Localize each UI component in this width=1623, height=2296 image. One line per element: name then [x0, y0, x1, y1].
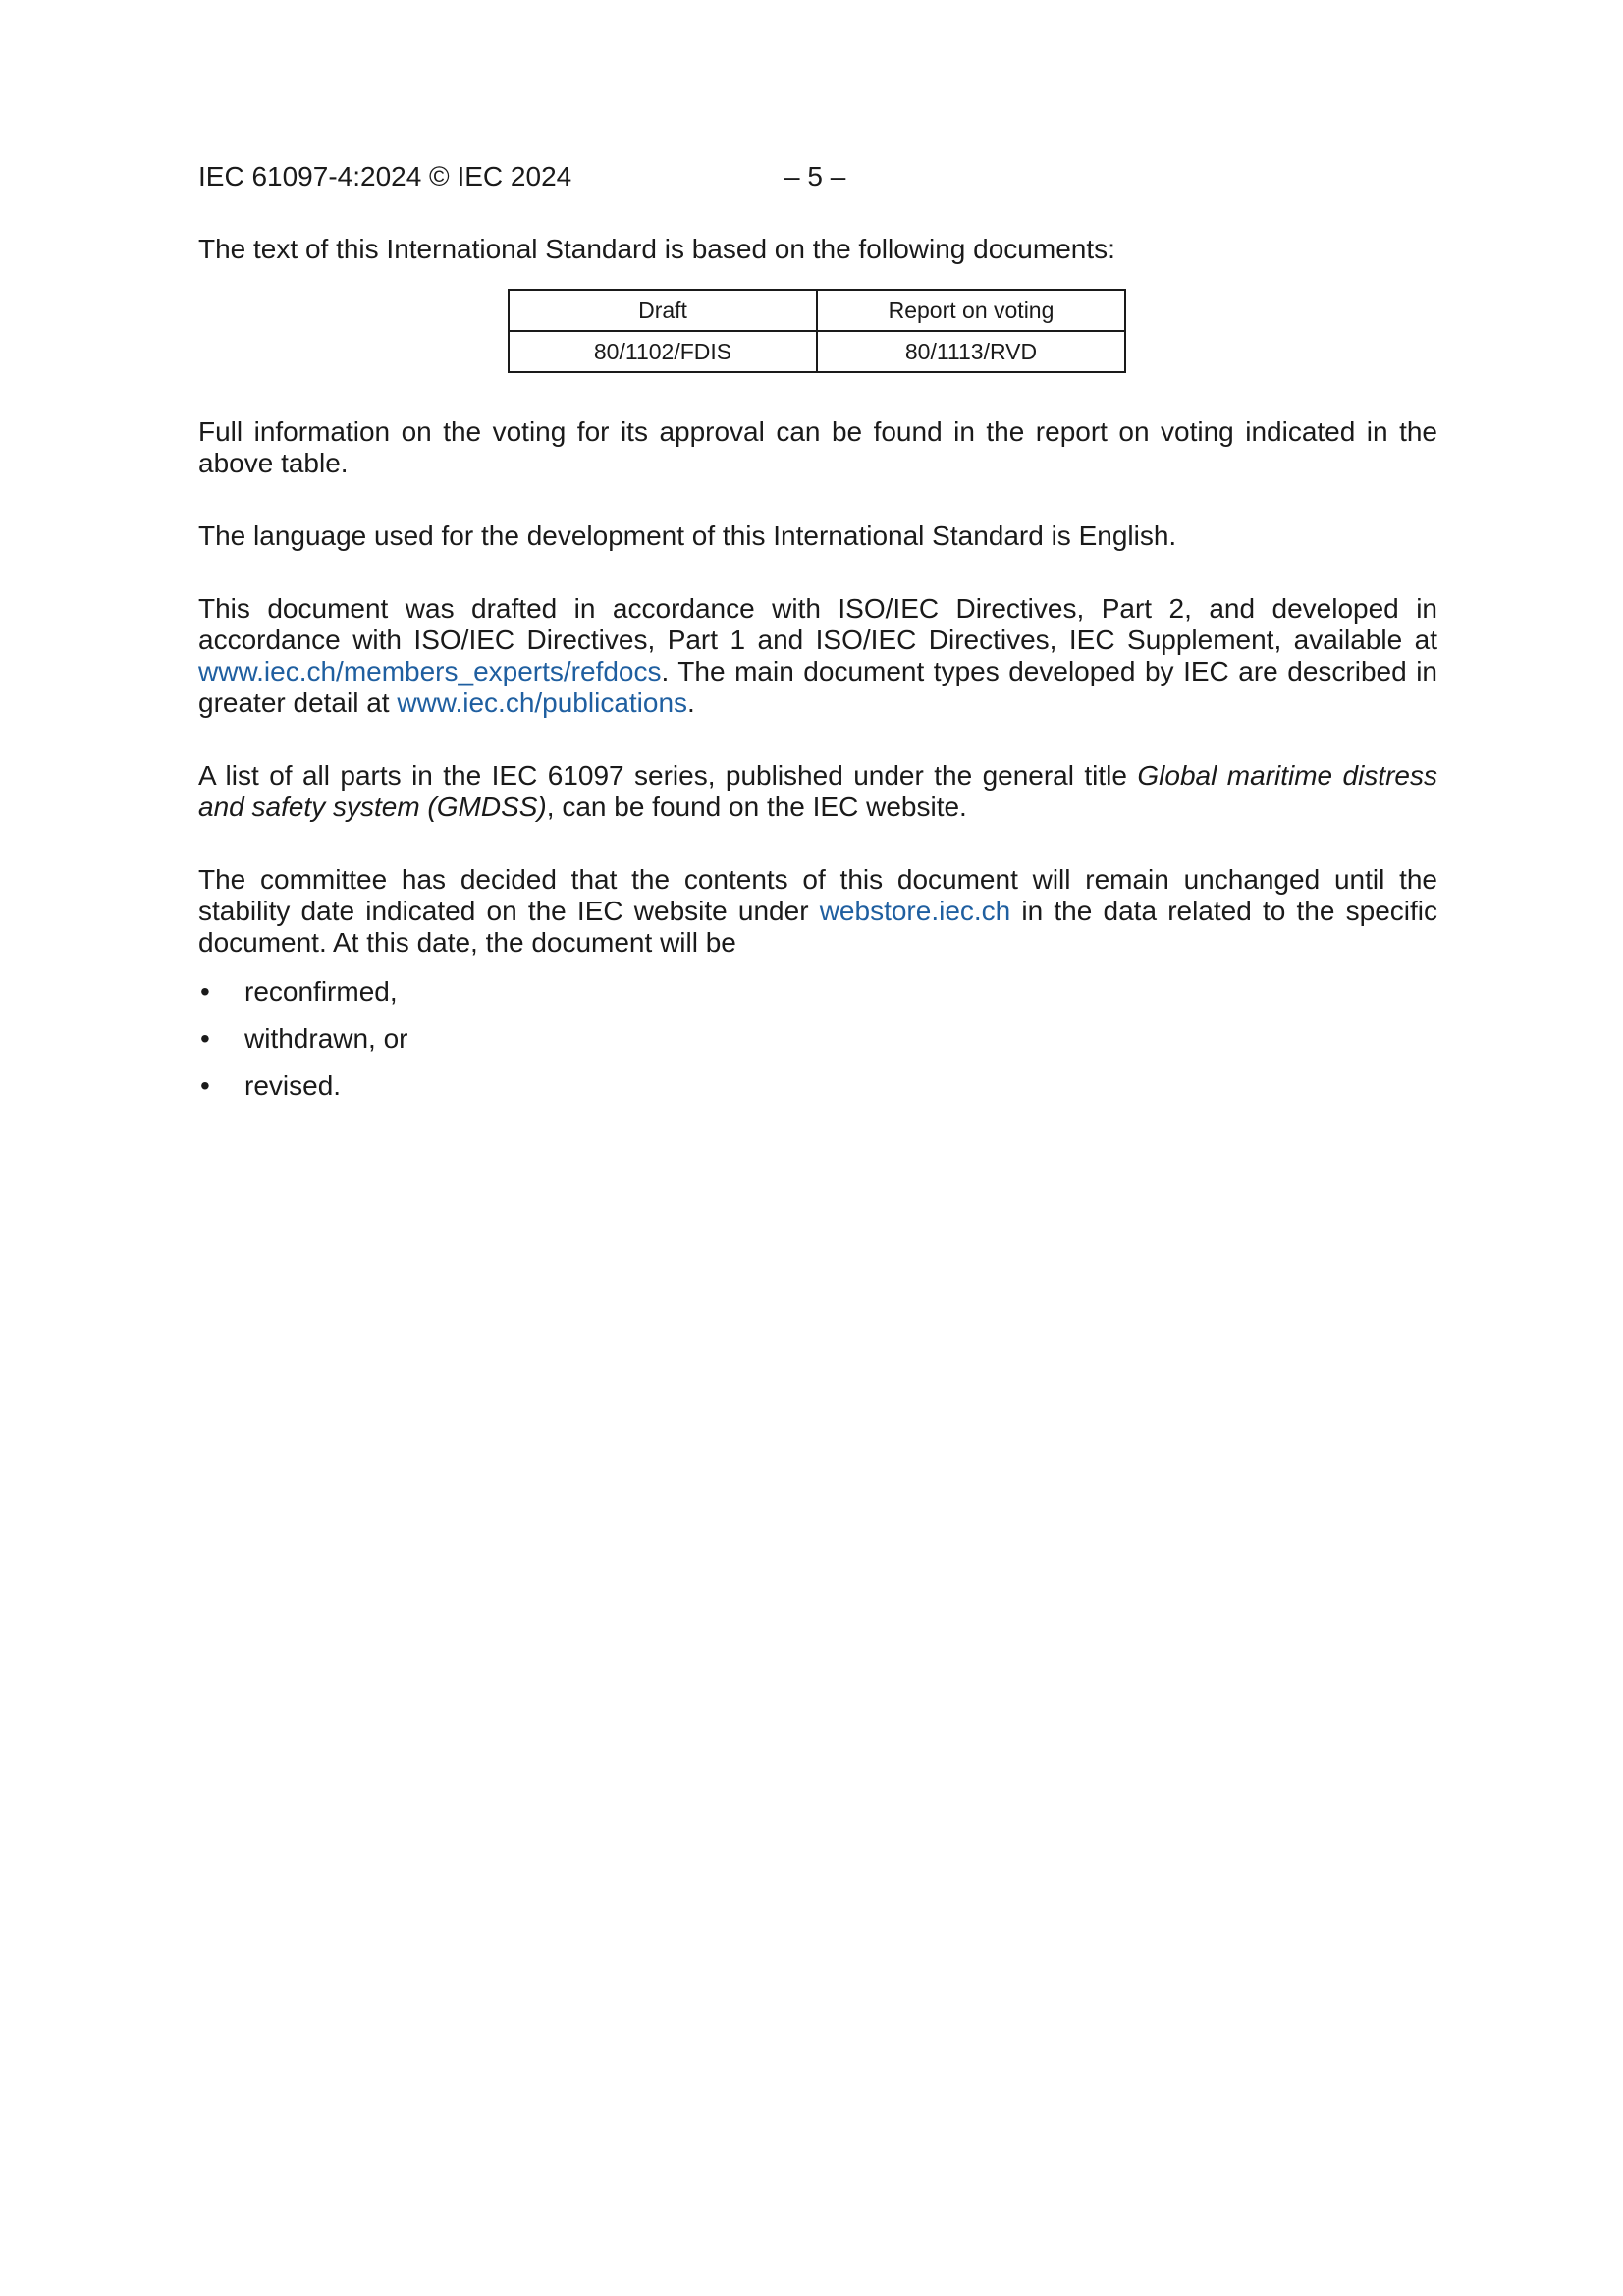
documents-table — [508, 289, 1126, 373]
document-id: IEC 61097-4:2024 © IEC 2024 — [198, 161, 572, 191]
list-item-text: reconfirmed, — [244, 976, 398, 1007]
bullet-icon: • — [200, 1070, 210, 1101]
publications-link[interactable]: www.iec.ch/publications — [397, 687, 688, 718]
list-item — [198, 1023, 1437, 1055]
table-row — [509, 331, 1125, 372]
list-item — [198, 1070, 1437, 1102]
table-header-row — [509, 290, 1125, 331]
webstore-link[interactable]: webstore.iec.ch — [819, 896, 1011, 926]
table-header-cell: Draft — [509, 290, 817, 331]
table-cell: 80/1102/FDIS — [509, 331, 817, 372]
drafting-paragraph — [198, 593, 1437, 719]
list-item-text: withdrawn, or — [244, 1023, 408, 1054]
table-header-cell: Report on voting — [817, 290, 1125, 331]
intro-paragraph: The text of this International Standard is based on the following documents: — [198, 234, 1115, 264]
series-title: Global maritime distress and safety system (GMDSS) — [198, 760, 1437, 822]
page-header — [198, 159, 886, 194]
list-item-text: revised. — [244, 1070, 342, 1101]
drafting-text: This document was drafted in accordance with ISO/IEC Directives, Part 2, and developed in accordance with ISO/IEC Directives, Part 1 and ISO/IEC Directives, IEC Supplement, available at — [198, 593, 1437, 655]
series-text: A list of all parts in the IEC 61097 series, published under the general title — [198, 760, 1138, 791]
committee-text: The committee has decided that the contents of this document will remain unchanged until the stability date indicated on the IEC website under — [198, 864, 1437, 926]
table-cell: 80/1113/RVD — [817, 331, 1125, 372]
bullet-icon: • — [200, 976, 210, 1007]
committee-paragraph — [198, 864, 1437, 958]
outcome-list — [198, 976, 1437, 1102]
series-paragraph — [198, 760, 1437, 823]
series-text: , can be found on the IEC website. — [546, 792, 967, 822]
committee-text: in the data related to the specific document. At this date, the document will be — [198, 896, 1437, 957]
drafting-text: . The main document types developed by IEC are described in greater detail at — [198, 656, 1437, 718]
language-paragraph: The language used for the development of this International Standard is English. — [198, 520, 1177, 551]
list-item — [198, 976, 1437, 1008]
bullet-icon: • — [200, 1023, 210, 1054]
refdocs-link[interactable]: www.iec.ch/members_experts/refdocs — [198, 656, 662, 686]
page-number: – 5 – — [784, 161, 846, 191]
drafting-text: . — [687, 687, 695, 718]
voting-info-paragraph: Full information on the voting for its approval can be found in the report on voting indicated in the above table. — [198, 416, 1437, 478]
document-body — [198, 234, 1437, 1118]
